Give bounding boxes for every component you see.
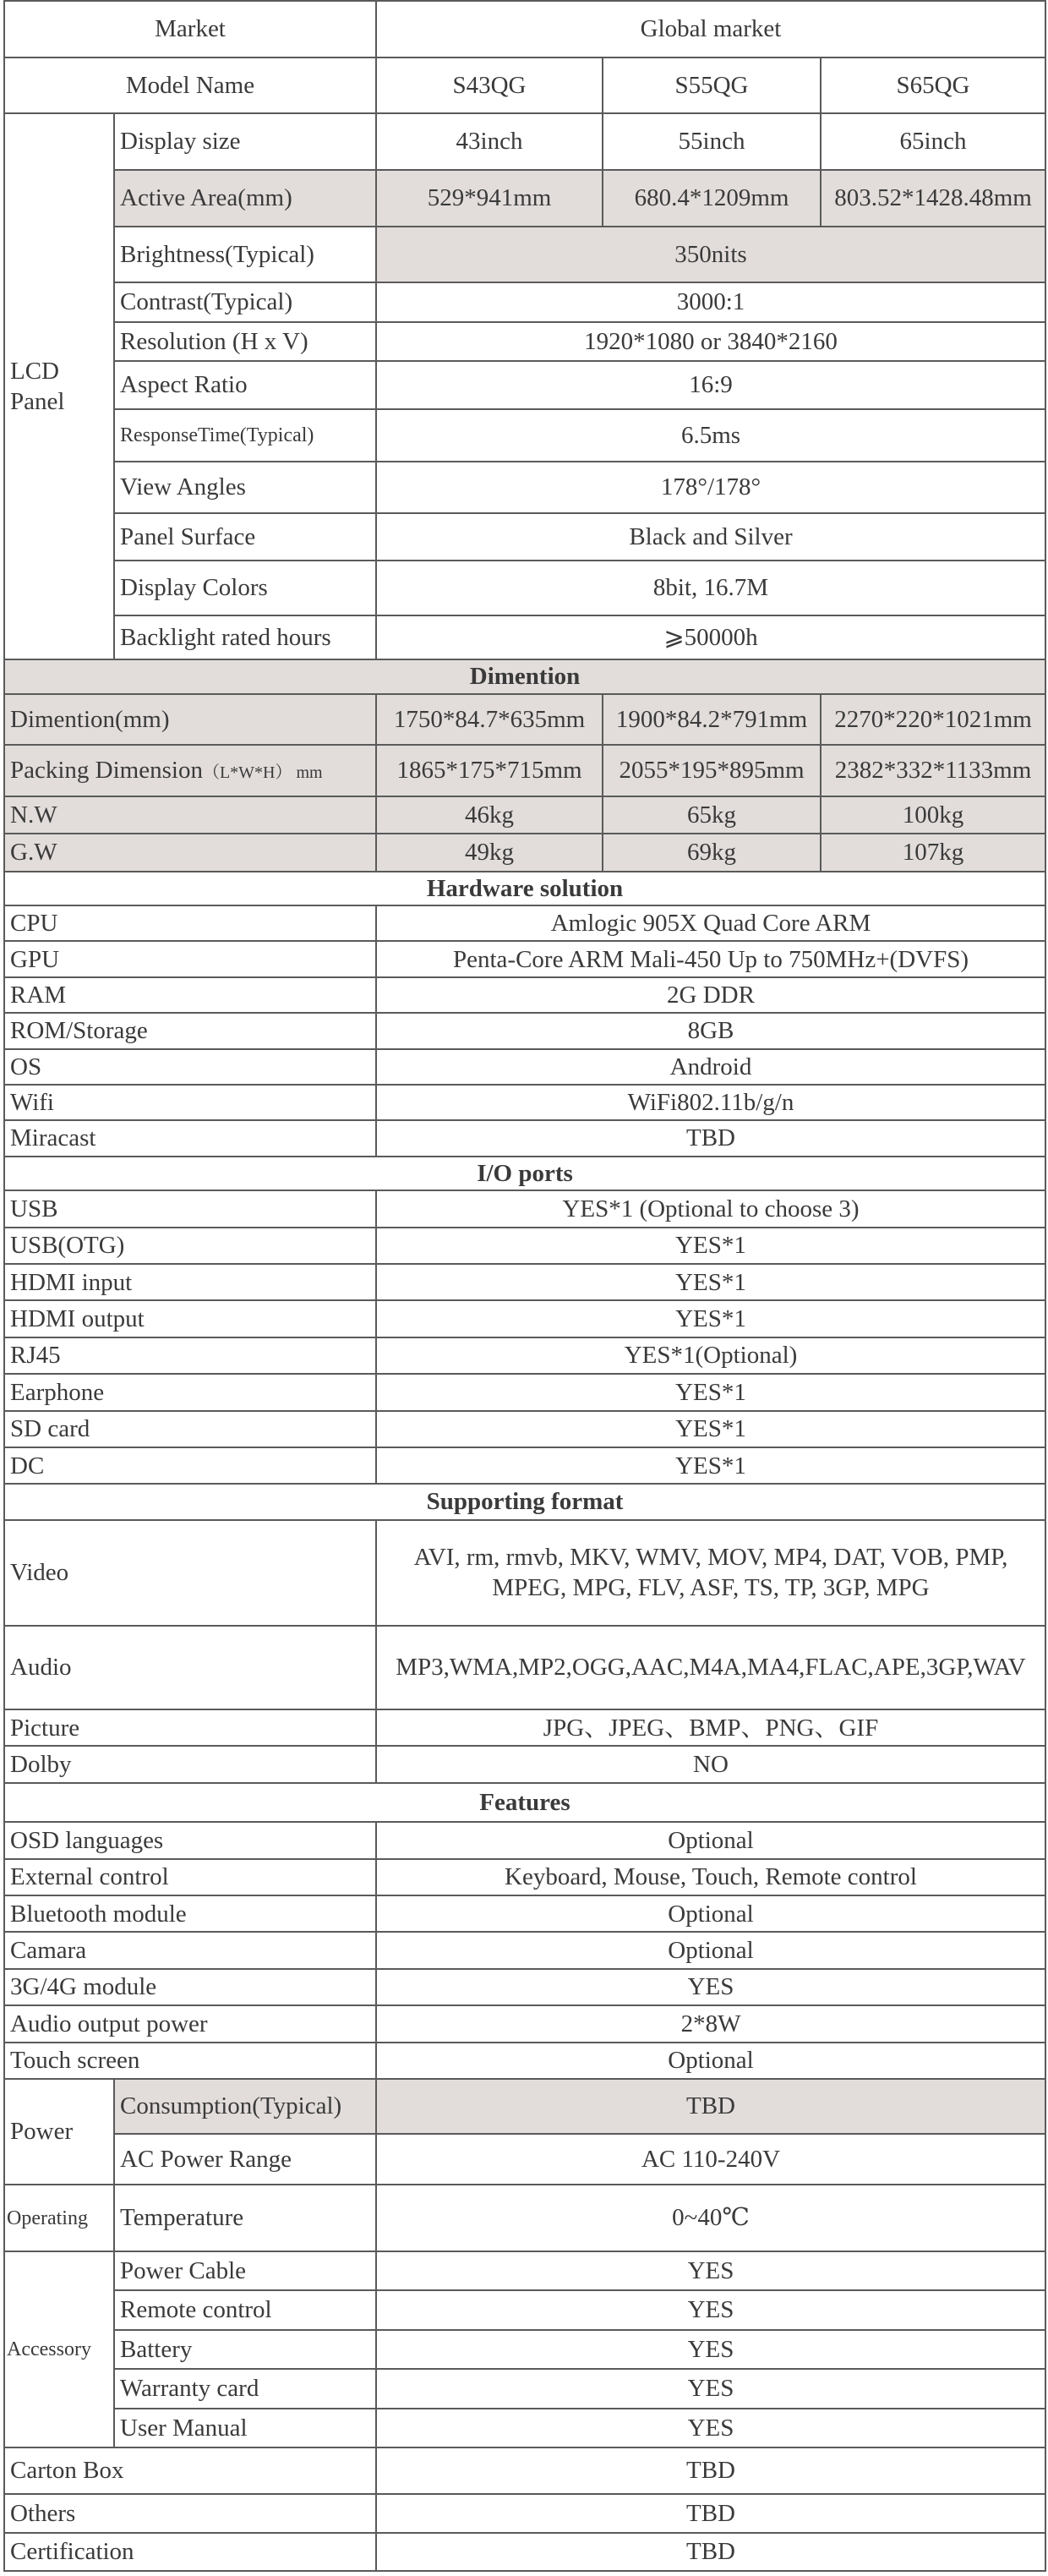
aspect-ratio-row xyxy=(4,361,1045,409)
lcd-panel-group-label: LCD Panel xyxy=(4,113,114,659)
row-label: SD card xyxy=(4,1411,376,1447)
row-label xyxy=(4,745,376,796)
row-label: DC xyxy=(4,1447,376,1484)
row-label: HDMI input xyxy=(4,1264,376,1300)
row-label: Panel Surface xyxy=(114,513,376,561)
row-value: 43inch xyxy=(376,113,603,170)
market-label: Market xyxy=(4,1,376,57)
operating-group-label: Operating xyxy=(4,2185,114,2251)
row-value: Optional xyxy=(376,1895,1045,1932)
section-title: Features xyxy=(4,1783,1045,1822)
packing-label-unit: （L*W*H） mm xyxy=(202,763,323,783)
row-label: Temperature xyxy=(114,2185,376,2251)
row-value: YES xyxy=(376,2369,1045,2408)
model-name: S55QG xyxy=(603,57,821,114)
accessory-row xyxy=(4,2330,1045,2369)
video-row xyxy=(4,1520,1045,1626)
row-value: 1920*1080 or 3840*2160 xyxy=(376,322,1045,361)
row-label: Camara xyxy=(4,1932,376,1968)
spec-row xyxy=(4,1085,1045,1120)
model-row xyxy=(4,57,1045,114)
row-value: TBD xyxy=(376,2533,1045,2571)
row-value: WiFi802.11b/g/n xyxy=(376,1085,1045,1120)
row-value: TBD xyxy=(376,2494,1045,2533)
row-value: AVI, rm, rmvb, MKV, WMV, MOV, MP4, DAT, VOB, PMP, MPEG, MPG, FLV, ASF, TS, TP, 3GP, MPG xyxy=(376,1520,1045,1626)
accessory-row xyxy=(4,2369,1045,2408)
row-value: Optional xyxy=(376,1932,1045,1968)
row-label: Dimention(mm) xyxy=(4,694,376,746)
section-header-format xyxy=(4,1484,1045,1519)
row-label: Carton Box xyxy=(4,2447,376,2494)
row-value: JPG、JPEG、BMP、PNG、GIF xyxy=(376,1709,1045,1746)
row-value: Android xyxy=(376,1049,1045,1085)
row-value: ⩾50000h xyxy=(376,615,1045,660)
row-label: Aspect Ratio xyxy=(114,361,376,409)
section-header-io xyxy=(4,1157,1045,1190)
row-value: Amlogic 905X Quad Core ARM xyxy=(376,905,1045,941)
accessory-row xyxy=(4,2251,1045,2290)
section-title: Supporting format xyxy=(4,1484,1045,1519)
row-label: HDMI output xyxy=(4,1300,376,1337)
spec-row xyxy=(4,1120,1045,1156)
audio-row xyxy=(4,1626,1045,1709)
row-label: OSD languages xyxy=(4,1822,376,1858)
row-value: YES xyxy=(376,2330,1045,2369)
row-value: 2055*195*895mm xyxy=(603,745,821,796)
row-value: 8bit, 16.7M xyxy=(376,561,1045,615)
spec-row xyxy=(4,2005,1045,2042)
spec-row xyxy=(4,1337,1045,1374)
row-label: N.W xyxy=(4,796,376,834)
row-value: 16:9 xyxy=(376,361,1045,409)
response-time-row xyxy=(4,409,1045,462)
section-header-dimention xyxy=(4,659,1045,693)
row-value: 529*941mm xyxy=(376,170,603,227)
row-value: YES xyxy=(376,2290,1045,2329)
row-label: OS xyxy=(4,1049,376,1085)
row-value: 3000:1 xyxy=(376,282,1045,321)
section-title: I/O ports xyxy=(4,1157,1045,1190)
dolby-row xyxy=(4,1746,1045,1782)
row-label: Brightness(Typical) xyxy=(114,227,376,283)
row-value: TBD xyxy=(376,2447,1045,2494)
section-title: Hardware solution xyxy=(4,872,1045,905)
model-name: S65QG xyxy=(821,57,1045,114)
row-label: Picture xyxy=(4,1709,376,1746)
display-size-row xyxy=(4,113,1045,170)
row-value: Optional xyxy=(376,2043,1045,2079)
row-label: Miracast xyxy=(4,1120,376,1156)
spec-row xyxy=(4,1932,1045,1968)
row-value: YES xyxy=(376,2409,1045,2447)
spec-row xyxy=(4,1859,1045,1895)
spec-row xyxy=(4,1228,1045,1264)
row-value: 8GB xyxy=(376,1013,1045,1048)
row-label: Resolution (H x V) xyxy=(114,322,376,361)
row-label: Warranty card xyxy=(114,2369,376,2408)
spec-row xyxy=(4,2494,1045,2533)
spec-row xyxy=(4,1013,1045,1048)
resolution-row xyxy=(4,322,1045,361)
row-label: AC Power Range xyxy=(114,2134,376,2185)
picture-row xyxy=(4,1709,1045,1746)
row-label: Consumption(Typical) xyxy=(114,2079,376,2134)
row-label: Certification xyxy=(4,2533,376,2571)
row-value: 6.5ms xyxy=(376,409,1045,462)
accessory-group-label: Accessory xyxy=(4,2251,114,2447)
nw-row xyxy=(4,796,1045,834)
row-value: YES*1 xyxy=(376,1264,1045,1300)
row-value: 1750*84.7*635mm xyxy=(376,694,603,746)
row-label: Wifi xyxy=(4,1085,376,1120)
spec-row xyxy=(4,1190,1045,1227)
row-label: Earphone xyxy=(4,1374,376,1410)
spec-row xyxy=(4,1264,1045,1300)
row-value: 2270*220*1021mm xyxy=(821,694,1045,746)
row-value: YES*1 (Optional to choose 3) xyxy=(376,1190,1045,1227)
row-label: RJ45 xyxy=(4,1337,376,1374)
row-label: User Manual xyxy=(114,2409,376,2447)
row-label: CPU xyxy=(4,905,376,941)
market-value: Global market xyxy=(376,1,1045,57)
row-value: MP3,WMA,MP2,OGG,AAC,M4A,MA4,FLAC,APE,3GP,WAV xyxy=(376,1626,1045,1709)
spec-row xyxy=(4,2533,1045,2571)
row-label: 3G/4G module xyxy=(4,1969,376,2005)
row-label: Battery xyxy=(114,2330,376,2369)
row-value: 2G DDR xyxy=(376,977,1045,1013)
row-label: Remote control xyxy=(114,2290,376,2329)
consumption-row xyxy=(4,2079,1045,2134)
row-value: YES xyxy=(376,1969,1045,2005)
contrast-row xyxy=(4,282,1045,321)
row-value: 100kg xyxy=(821,796,1045,834)
display-colors-row xyxy=(4,561,1045,615)
power-group-label: Power xyxy=(4,2079,114,2185)
spec-row xyxy=(4,1049,1045,1085)
row-value: 1865*175*715mm xyxy=(376,745,603,796)
spec-row xyxy=(4,1822,1045,1858)
row-value: Penta-Core ARM Mali-450 Up to 750MHz+(DVFS) xyxy=(376,941,1045,976)
spec-table xyxy=(3,0,1046,2572)
spec-row xyxy=(4,1411,1045,1447)
accessory-row xyxy=(4,2409,1045,2447)
row-label: Contrast(Typical) xyxy=(114,282,376,321)
spec-row xyxy=(4,2447,1045,2494)
row-value: 2382*332*1133mm xyxy=(821,745,1045,796)
spec-row xyxy=(4,1300,1045,1337)
row-value: YES*1 xyxy=(376,1447,1045,1484)
row-label: View Angles xyxy=(114,462,376,513)
spec-row xyxy=(4,2043,1045,2079)
row-label: Display size xyxy=(114,113,376,170)
row-value: TBD xyxy=(376,1120,1045,1156)
row-value: 65kg xyxy=(603,796,821,834)
row-label: Video xyxy=(4,1520,376,1626)
row-label: ROM/Storage xyxy=(4,1013,376,1048)
packing-dimension-row xyxy=(4,745,1045,796)
view-angles-row xyxy=(4,462,1045,513)
row-label: G.W xyxy=(4,834,376,871)
backlight-row xyxy=(4,615,1045,660)
model-label: Model Name xyxy=(4,57,376,114)
row-label: Power Cable xyxy=(114,2251,376,2290)
row-value: 680.4*1209mm xyxy=(603,170,821,227)
row-label: External control xyxy=(4,1859,376,1895)
row-value: NO xyxy=(376,1746,1045,1782)
row-value: 803.52*1428.48mm xyxy=(821,170,1045,227)
accessory-row xyxy=(4,2290,1045,2329)
ac-range-row xyxy=(4,2134,1045,2185)
row-label: USB xyxy=(4,1190,376,1227)
packing-label: Packing Dimension xyxy=(10,757,203,785)
row-value: Keyboard, Mouse, Touch, Remote control xyxy=(376,1859,1045,1895)
row-value: 107kg xyxy=(821,834,1045,871)
row-value: AC 110-240V xyxy=(376,2134,1045,2185)
section-title: Dimention xyxy=(4,659,1045,693)
dimention-row xyxy=(4,694,1045,746)
row-label: Active Area(mm) xyxy=(114,170,376,227)
row-label: Bluetooth module xyxy=(4,1895,376,1932)
brightness-row xyxy=(4,227,1045,283)
row-value: TBD xyxy=(376,2079,1045,2134)
row-value: 2*8W xyxy=(376,2005,1045,2042)
model-name: S43QG xyxy=(376,57,603,114)
row-value: Black and Silver xyxy=(376,513,1045,561)
row-value: YES*1 xyxy=(376,1300,1045,1337)
row-value: 46kg xyxy=(376,796,603,834)
spec-row xyxy=(4,977,1045,1013)
row-value: YES*1(Optional) xyxy=(376,1337,1045,1374)
row-label: Audio output power xyxy=(4,2005,376,2042)
panel-surface-row xyxy=(4,513,1045,561)
row-value: YES xyxy=(376,2251,1045,2290)
row-label: Backlight rated hours xyxy=(114,615,376,660)
row-value: Optional xyxy=(376,1822,1045,1858)
row-label: Display Colors xyxy=(114,561,376,615)
spec-row xyxy=(4,905,1045,941)
row-value: YES*1 xyxy=(376,1411,1045,1447)
spec-row xyxy=(4,1447,1045,1484)
spec-row xyxy=(4,1374,1045,1410)
spec-row xyxy=(4,1969,1045,2005)
row-label: Audio xyxy=(4,1626,376,1709)
row-value: 0~40℃ xyxy=(376,2185,1045,2251)
row-value: 178°/178° xyxy=(376,462,1045,513)
row-label: Touch screen xyxy=(4,2043,376,2079)
row-label: GPU xyxy=(4,941,376,976)
spec-row xyxy=(4,1895,1045,1932)
row-value: 55inch xyxy=(603,113,821,170)
row-label: Others xyxy=(4,2494,376,2533)
row-label: RAM xyxy=(4,977,376,1013)
market-row xyxy=(4,1,1045,57)
row-value: 1900*84.2*791mm xyxy=(603,694,821,746)
section-header-hardware xyxy=(4,872,1045,905)
row-value: 65inch xyxy=(821,113,1045,170)
row-value: YES*1 xyxy=(376,1228,1045,1264)
row-value: YES*1 xyxy=(376,1374,1045,1410)
row-label: ResponseTime(Typical) xyxy=(114,409,376,462)
spec-row xyxy=(4,941,1045,976)
gw-row xyxy=(4,834,1045,871)
temperature-row xyxy=(4,2185,1045,2251)
row-value: 49kg xyxy=(376,834,603,871)
row-label: USB(OTG) xyxy=(4,1228,376,1264)
active-area-row xyxy=(4,170,1045,227)
row-value: 69kg xyxy=(603,834,821,871)
section-header-features xyxy=(4,1783,1045,1822)
row-label: Dolby xyxy=(4,1746,376,1782)
row-value: 350nits xyxy=(376,227,1045,283)
